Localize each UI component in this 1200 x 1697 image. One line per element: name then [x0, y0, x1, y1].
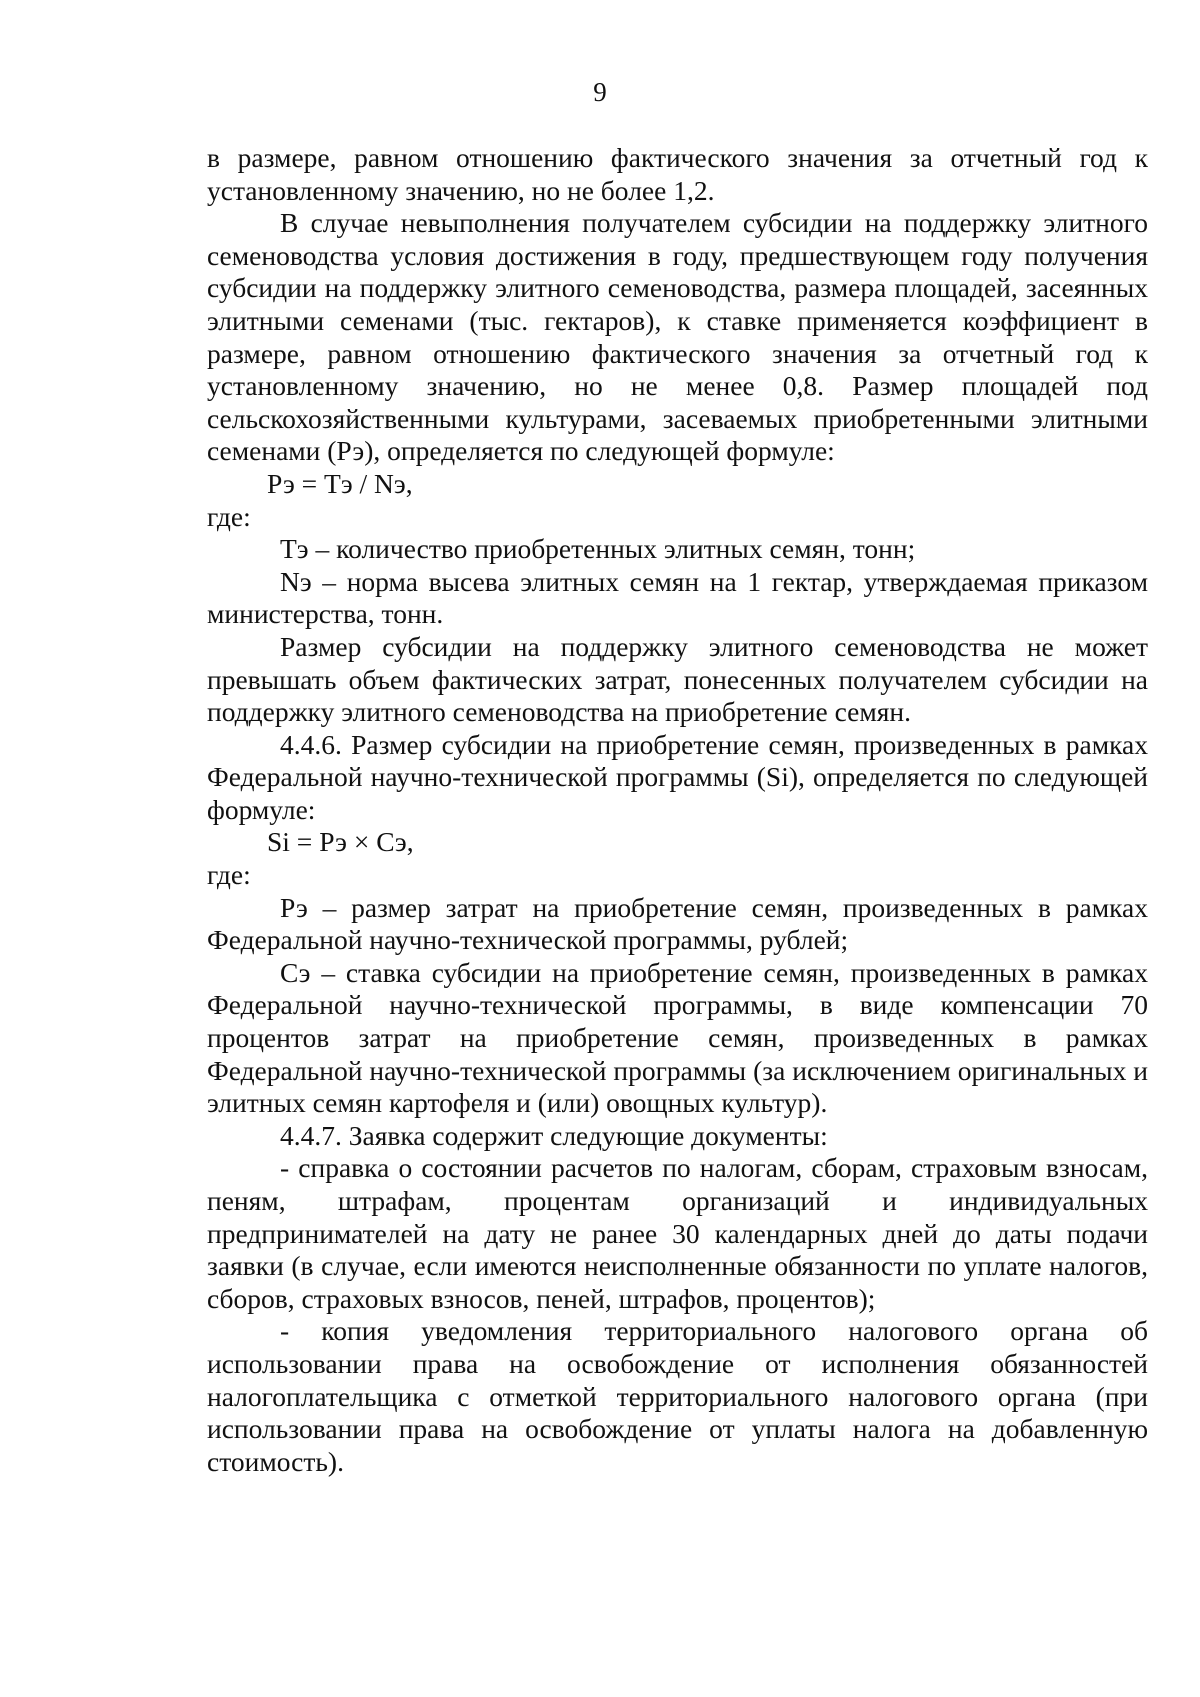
list-item-vat-notice: - копия уведомления территориального налогового органа об использовании права на освобождение от исполнения обязанностей налогоплательщика с отметкой территориального налогового органа (при использовании права на освобождение от уплаты налога на добавленную стоимость).: [207, 1315, 1148, 1477]
formula-si: Si = Рэ × Сэ,: [267, 826, 414, 858]
paragraph-continuation: в размере, равном отношению фактического значения за отчетный год к установленному значению, но не более 1,2.: [207, 142, 1148, 206]
paragraph-subsidy-limit: Размер субсидии на поддержку элитного семеноводства не может превышать объем фактических затрат, понесенных получателем субсидии на поддержку элитного семеноводства на приобретение семян.: [207, 630, 1148, 728]
definition-c: Сэ – ставка субсидии на приобретение семян, произведенных в рамках Федеральной научно-технической программы, в виде компенсации 70 процентов затрат на приобретение семян, произведенных в рамках Федеральной научно-технической программы (за исключением оригинальных и элитных семян картофеля и (или) овощных культур).: [207, 956, 1148, 1119]
page-number: 9: [593, 77, 607, 107]
paragraph-4-4-7: 4.4.7. Заявка содержит следующие документы:: [280, 1119, 828, 1151]
where-label: где:: [207, 859, 251, 891]
list-item-tax-certificate: - справка о состоянии расчетов по налогам, сборам, страховым взносам, пеням, штрафам, процентам организаций и индивидуальных предпринимателей на дату не ранее 30 календарных дней до даты подачи заявки (в случае, если имеются неисполненные обязанности по уплате налогов, сборов, страховых взносов, пеней, штрафов, процентов);: [207, 1152, 1148, 1314]
formula-area: Рэ = Тэ / Nэ,: [267, 467, 413, 499]
where-label: где:: [207, 500, 251, 532]
document-body: [207, 142, 1148, 1478]
definition-t: Тэ – количество приобретенных элитных семян, тонн;: [280, 533, 916, 565]
definition-p: Рэ – размер затрат на приобретение семян, произведенных в рамках Федеральной научно-технической программы, рублей;: [207, 891, 1148, 956]
paragraph-coefficient-condition: В случае невыполнения получателем субсидии на поддержку элитного семеноводства условия достижения в году, предшествующем году получения субсидии на поддержку элитного семеноводства, размера площадей, засеянных элитными семенами (тыс. гектаров), к ставке применяется коэффициент в размере, равном отношению фактического значения за отчетный год к установленному значению, но не менее 0,8. Размер площадей под сельскохозяйственными культурами, засеваемых приобретенными элитными семенами (Рэ), определяется по следующей формуле:: [207, 207, 1148, 467]
definition-n: Nэ – норма высева элитных семян на 1 гектар, утверждаемая приказом министерства, тонн.: [207, 565, 1148, 630]
paragraph-4-4-6: 4.4.6. Размер субсидии на приобретение семян, произведенных в рамках Федеральной научно-технической программы (Si), определяется по следующей формуле:: [207, 728, 1148, 825]
